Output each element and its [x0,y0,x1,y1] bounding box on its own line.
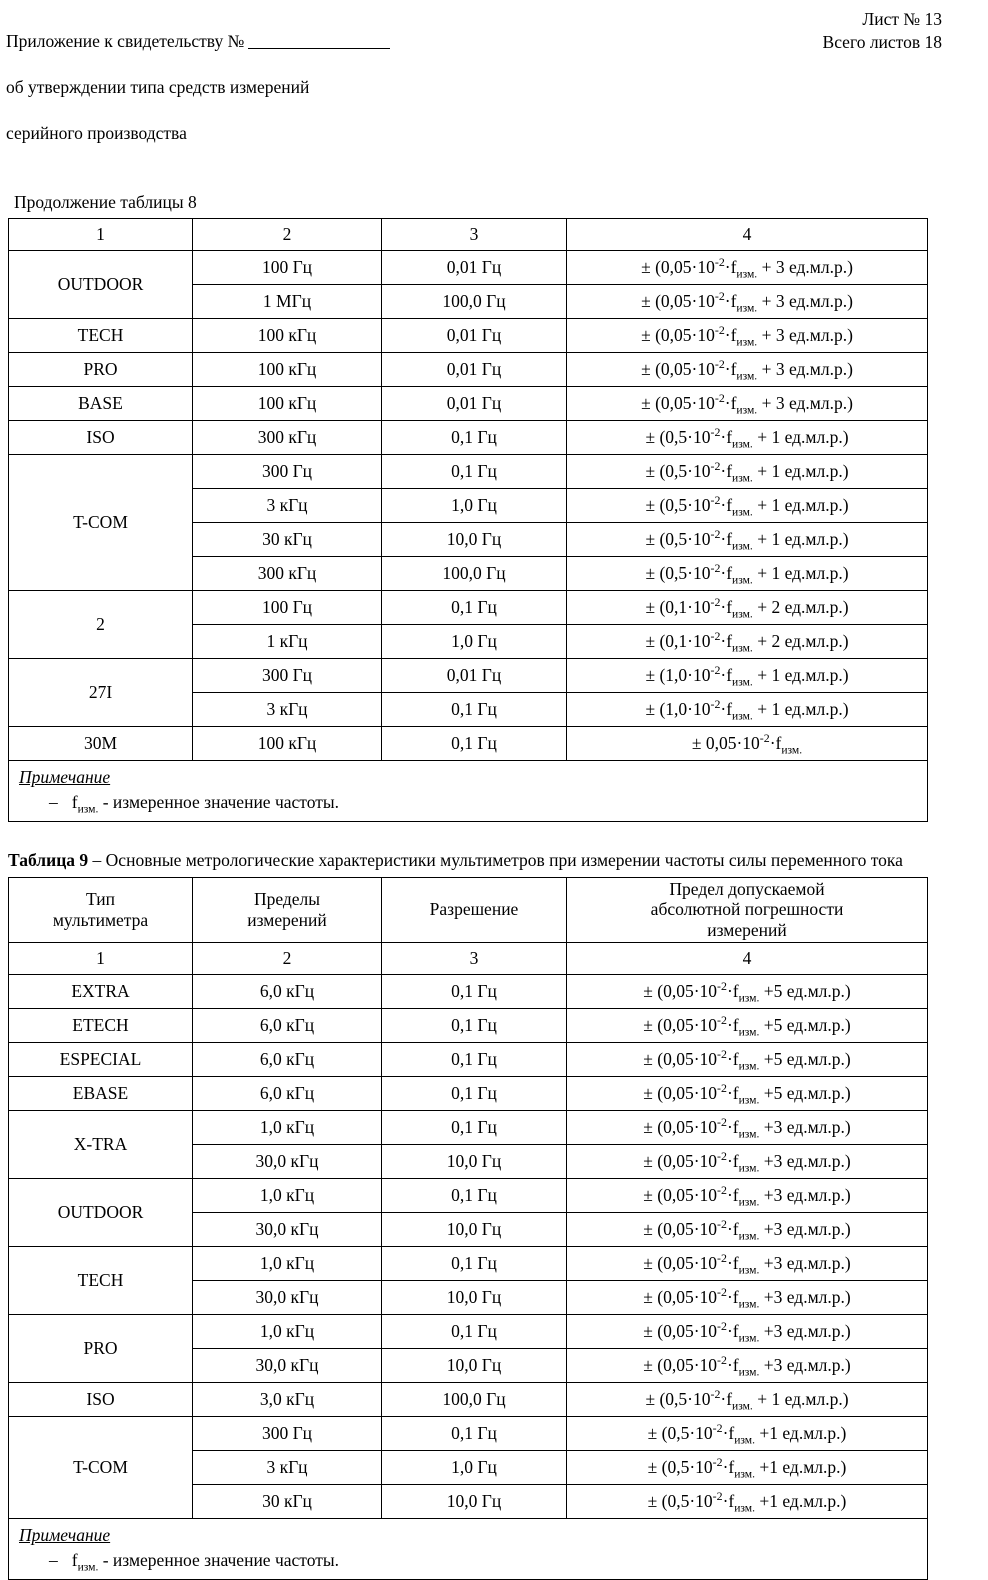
error-limit-cell: ± ($0,05\cdot 10^{-2}\cdot f_{изм.} +3$ ед.мл.р.) [567,1348,928,1382]
error-limit-cell: ± ($1,0\cdot 10^{-2}\cdot f_{изм.} + 1$ ед.мл.р.) [567,658,928,692]
table-8 [8,218,928,822]
multimeter-type-cell: ISO [9,1382,193,1416]
table-row [9,590,928,624]
resolution-cell: 100,0 Гц [382,1382,567,1416]
measurement-range-cell: 300 кГц [193,556,382,590]
table-row [9,1042,928,1076]
measurement-range-cell: 3 кГц [193,1450,382,1484]
resolution-cell: 100,0 Гц [382,556,567,590]
measurement-range-cell: 100 кГц [193,386,382,420]
measurement-range-cell: 30,0 кГц [193,1348,382,1382]
measurement-range-cell: 1,0 кГц [193,1314,382,1348]
measurement-range-cell: 3 кГц [193,488,382,522]
measurement-range-cell: 100 кГц [193,726,382,760]
multimeter-type-cell: PRO [9,352,193,386]
resolution-cell: 1,0 Гц [382,488,567,522]
multimeter-type-cell: X-TRA [9,1110,193,1178]
multimeter-type-cell: T-COM [9,1416,193,1518]
column-header-1: Тип мультиметра [9,877,193,942]
column-number-4: 4 [567,942,928,974]
error-limit-cell: ± ($0,05\cdot 10^{-2}\cdot f_{изм.} +3$ ед.мл.р.) [567,1212,928,1246]
note-body [19,1550,927,1574]
note-row [9,760,928,821]
resolution-cell: 10,0 Гц [382,1212,567,1246]
error-limit-cell: ± ($0,05\cdot 10^{-2}\cdot f_{изм.} + 3$ ед.мл.р.) [567,386,928,420]
table-row [9,318,928,352]
total-sheets: Всего листов 18 [822,32,942,53]
column-number-1: 1 [9,218,193,250]
resolution-cell: 0,1 Гц [382,420,567,454]
table-row [9,352,928,386]
error-limit-cell: ± ($0,05\cdot 10^{-2}\cdot f_{изм.} +5$ ед.мл.р.) [567,1042,928,1076]
note-text: - измеренное значение частоты. [98,792,340,813]
header-left-block [6,7,390,169]
resolution-cell: 10,0 Гц [382,1484,567,1518]
table-row [9,1178,928,1212]
measurement-range-cell: 100 кГц [193,352,382,386]
resolution-cell: 1,0 Гц [382,1450,567,1484]
note-row [9,1518,928,1579]
resolution-cell: 10,0 Гц [382,1280,567,1314]
measurement-range-cell: 1 МГц [193,284,382,318]
measurement-range-cell: 30,0 кГц [193,1212,382,1246]
column-number-row [9,942,928,974]
column-number-row [9,218,928,250]
error-limit-cell: ± ($0,5\cdot 10^{-2}\cdot f_{изм.} + 1$ ед.мл.р.) [567,420,928,454]
error-limit-cell: ± ($0,05\cdot 10^{-2}\cdot f_{изм.} + 3$ ед.мл.р.) [567,250,928,284]
measurement-range-cell: 300 Гц [193,1416,382,1450]
table-row [9,454,928,488]
error-limit-cell: ± ($0,1\cdot 10^{-2}\cdot f_{изм.} + 2$ ед.мл.р.) [567,624,928,658]
measurement-range-cell: 30 кГц [193,1484,382,1518]
multimeter-type-cell: OUTDOOR [9,250,193,318]
multimeter-type-cell: EBASE [9,1076,193,1110]
column-number-4: 4 [567,218,928,250]
measurement-range-cell: 1,0 кГц [193,1110,382,1144]
error-limit-cell: ± ($0,05\cdot 10^{-2}\cdot f_{изм.} + 3$ ед.мл.р.) [567,352,928,386]
resolution-cell: 10,0 Гц [382,1348,567,1382]
error-limit-cell: ± ($0,5\cdot 10^{-2}\cdot f_{изм.} +1$ ед.мл.р.) [567,1450,928,1484]
multimeter-type-cell: T-COM [9,454,193,590]
measurement-range-cell: 100 Гц [193,250,382,284]
error-limit-cell: ± ($0,05\cdot 10^{-2}\cdot f_{изм.} + 3$ ед.мл.р.) [567,284,928,318]
resolution-cell: 0,1 Гц [382,692,567,726]
column-number-2: 2 [193,942,382,974]
error-limit-cell: ± ($0,5\cdot 10^{-2}\cdot f_{изм.} +1$ ед.мл.р.) [567,1416,928,1450]
table-row [9,1314,928,1348]
measurement-range-cell: 3 кГц [193,692,382,726]
note-dash: – [49,1550,58,1571]
note-cell [9,760,928,821]
measurement-range-cell: 300 Гц [193,454,382,488]
table-row [9,1416,928,1450]
error-limit-cell: ± ($0,05\cdot 10^{-2}\cdot f_{изм.} +3$ ед.мл.р.) [567,1314,928,1348]
resolution-cell: 0,1 Гц [382,590,567,624]
resolution-cell: 10,0 Гц [382,522,567,556]
document-header [0,0,988,169]
resolution-cell: 0,01 Гц [382,250,567,284]
multimeter-type-cell: TECH [9,318,193,352]
error-limit-cell: ± ($0,05\cdot 10^{-2}\cdot f_{изм.} +3$ ед.мл.р.) [567,1144,928,1178]
resolution-cell: 0,01 Гц [382,386,567,420]
error-limit-cell: ± ($0,5\cdot 10^{-2}\cdot f_{изм.} + 1$ ед.мл.р.) [567,488,928,522]
column-header-2: Пределы измерений [193,877,382,942]
certificate-number-blank [248,32,390,49]
table-row [9,974,928,1008]
table-row [9,1008,928,1042]
multimeter-type-cell: BASE [9,386,193,420]
measurement-range-cell: 6,0 кГц [193,1008,382,1042]
column-number-1: 1 [9,942,193,974]
multimeter-type-cell: EXTRA [9,974,193,1008]
resolution-cell: 0,01 Гц [382,352,567,386]
error-limit-cell: ± ($0,05\cdot 10^{-2}\cdot f_{изм.} +5$ ед.мл.р.) [567,1076,928,1110]
multimeter-type-cell: ETECH [9,1008,193,1042]
resolution-cell: 0,1 Гц [382,1246,567,1280]
multimeter-type-cell: OUTDOOR [9,1178,193,1246]
multimeter-type-cell: ISO [9,420,193,454]
header-appendix-line [6,30,390,53]
measurement-range-cell: 300 Гц [193,658,382,692]
multimeter-type-cell: 30M [9,726,193,760]
error-limit-cell: ± ($0,05\cdot 10^{-2}\cdot f_{изм.} +3$ ед.мл.р.) [567,1246,928,1280]
resolution-cell: 0,1 Гц [382,1042,567,1076]
error-limit-cell: ± ($0,5\cdot 10^{-2}\cdot f_{изм.} + 1$ ед.мл.р.) [567,1382,928,1416]
table-row [9,250,928,284]
error-limit-cell: ± ($0,5\cdot 10^{-2}\cdot f_{изм.} + 1$ ед.мл.р.) [567,556,928,590]
multimeter-type-cell: 27I [9,658,193,726]
resolution-cell: 1,0 Гц [382,624,567,658]
measurement-range-cell: 6,0 кГц [193,974,382,1008]
resolution-cell: 0,01 Гц [382,318,567,352]
table9-caption-bold: Таблица 9 [8,849,89,870]
resolution-cell: 0,1 Гц [382,1110,567,1144]
note-body [19,792,927,816]
resolution-cell: 0,1 Гц [382,726,567,760]
table-row [9,1382,928,1416]
resolution-cell: 0,1 Гц [382,1076,567,1110]
header-approval-line: об утверждении типа средств измерений [6,77,310,98]
resolution-cell: 0,1 Гц [382,454,567,488]
measurement-range-cell: 3,0 кГц [193,1382,382,1416]
multimeter-type-cell: TECH [9,1246,193,1314]
table8-caption: Продолжение таблицы 8 [14,191,197,212]
table-9 [8,877,928,1580]
note-text: - измеренное значение частоты. [98,1550,340,1571]
measurement-range-cell: 100 кГц [193,318,382,352]
table-header-row [9,877,928,942]
resolution-cell: 0,1 Гц [382,1314,567,1348]
error-limit-cell: ± ($0,1\cdot 10^{-2}\cdot f_{изм.} + 2$ ед.мл.р.) [567,590,928,624]
table9-caption [8,849,980,872]
measurement-range-cell: 1,0 кГц [193,1178,382,1212]
resolution-cell: 0,1 Гц [382,1416,567,1450]
resolution-cell: 0,01 Гц [382,658,567,692]
resolution-cell: 0,1 Гц [382,1008,567,1042]
error-limit-cell: ± $0,05\cdot 10^{-2}\cdot f_{изм.}$ [567,726,928,760]
table-row [9,1246,928,1280]
error-limit-cell: ± ($0,05\cdot 10^{-2}\cdot f_{изм.} +5$ ед.мл.р.) [567,1008,928,1042]
table9-caption-rest: – Основные метрологические характеристики мультиметров при измерении частоты силы переменного тока [88,849,903,870]
header-right-block [823,7,972,54]
column-header-4: Предел допускаемой абсолютной погрешности измерений [567,877,928,942]
note-symbol: $f_{изм.}$ [71,1550,99,1574]
error-limit-cell: ± ($0,05\cdot 10^{-2}\cdot f_{изм.} + 3$ ед.мл.р.) [567,318,928,352]
error-limit-cell: ± ($1,0\cdot 10^{-2}\cdot f_{изм.} + 1$ ед.мл.р.) [567,692,928,726]
note-dash: – [49,792,58,813]
table-row [9,420,928,454]
measurement-range-cell: 1,0 кГц [193,1246,382,1280]
table-row [9,726,928,760]
error-limit-cell: ± ($0,5\cdot 10^{-2}\cdot f_{изм.} +1$ ед.мл.р.) [567,1484,928,1518]
table-row [9,1076,928,1110]
table-row [9,658,928,692]
multimeter-type-cell: PRO [9,1314,193,1382]
measurement-range-cell: 30 кГц [193,522,382,556]
multimeter-type-cell: ESPECIAL [9,1042,193,1076]
note-title: Примечание [19,1524,111,1545]
resolution-cell: 100,0 Гц [382,284,567,318]
resolution-cell: 0,1 Гц [382,974,567,1008]
measurement-range-cell: 30,0 кГц [193,1280,382,1314]
table-9-body [9,877,928,1579]
table-row [9,1110,928,1144]
table-8-body [9,218,928,821]
measurement-range-cell: 1 кГц [193,624,382,658]
note-symbol: $f_{изм.}$ [71,792,99,816]
measurement-range-cell: 30,0 кГц [193,1144,382,1178]
measurement-range-cell: 300 кГц [193,420,382,454]
error-limit-cell: ± ($0,5\cdot 10^{-2}\cdot f_{изм.} + 1$ ед.мл.р.) [567,522,928,556]
multimeter-type-cell: 2 [9,590,193,658]
column-number-3: 3 [382,218,567,250]
sheet-number: Лист № 13 [862,9,942,29]
error-limit-cell: ± ($0,05\cdot 10^{-2}\cdot f_{изм.} +3$ ед.мл.р.) [567,1280,928,1314]
note-cell [9,1518,928,1579]
note-title: Примечание [19,766,111,787]
column-number-2: 2 [193,218,382,250]
header-appendix-text: Приложение к свидетельству № [6,31,245,52]
column-number-3: 3 [382,942,567,974]
error-limit-cell: ± ($0,05\cdot 10^{-2}\cdot f_{изм.} +5$ ед.мл.р.) [567,974,928,1008]
measurement-range-cell: 6,0 кГц [193,1076,382,1110]
error-limit-cell: ± ($0,05\cdot 10^{-2}\cdot f_{изм.} +3$ ед.мл.р.) [567,1110,928,1144]
error-limit-cell: ± ($0,5\cdot 10^{-2}\cdot f_{изм.} + 1$ ед.мл.р.) [567,454,928,488]
resolution-cell: 0,1 Гц [382,1178,567,1212]
measurement-range-cell: 6,0 кГц [193,1042,382,1076]
resolution-cell: 10,0 Гц [382,1144,567,1178]
error-limit-cell: ± ($0,05\cdot 10^{-2}\cdot f_{изм.} +3$ ед.мл.р.) [567,1178,928,1212]
header-serial-line: серийного производства [6,123,187,144]
table-row [9,386,928,420]
column-header-3: Разрешение [382,877,567,942]
measurement-range-cell: 100 Гц [193,590,382,624]
